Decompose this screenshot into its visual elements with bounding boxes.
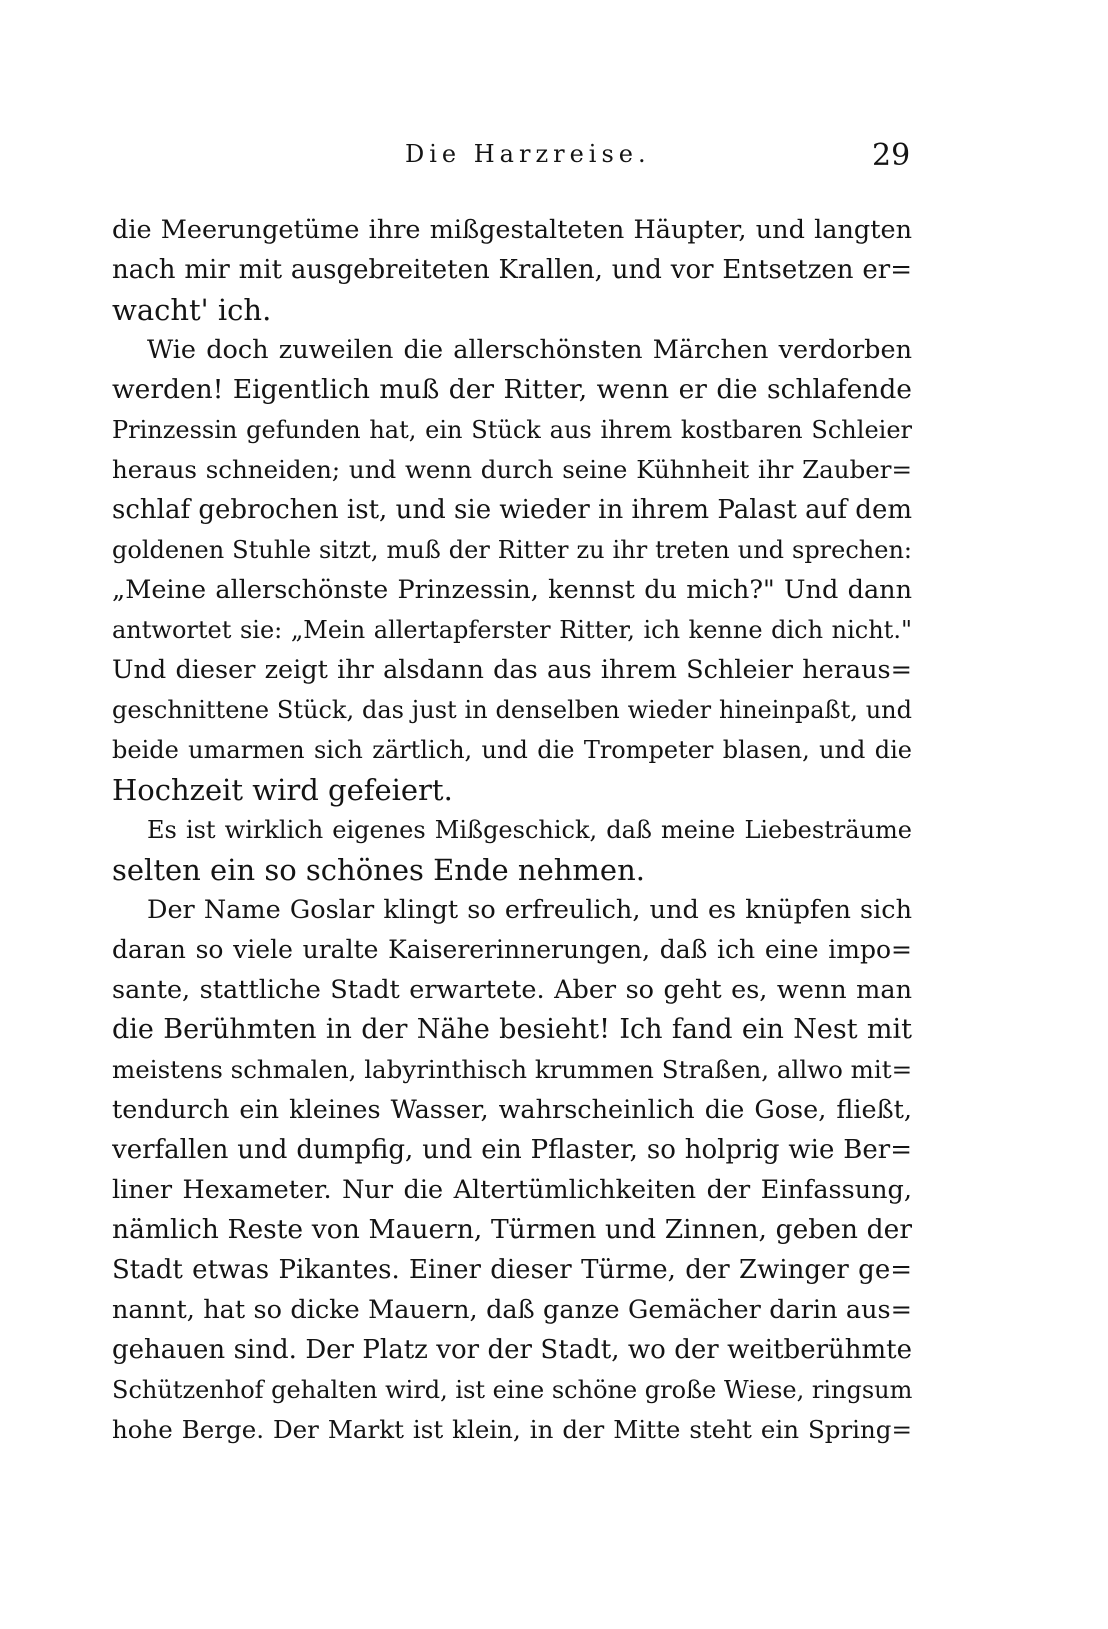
text-line: Hochzeit wird gefeiert. [112,773,453,807]
text-line: Und dieser zeigt ihr alsdann das aus ihrem Schleier heraus= [112,655,912,685]
text-line: Prinzessin gefunden hat, ein Stück aus ihrem kostbaren Schleier [112,416,912,444]
text-line: nannt, hat so dicke Mauern, daß ganze Gemächer darin aus= [112,1295,912,1325]
text-line: liner Hexameter. Nur die Altertümlichkeiten der Einfassung, [112,1175,912,1205]
text-line: Es ist wirklich eigenes Mißgeschick, daß meine Liebesträume [147,816,912,844]
text-line: Der Name Goslar klingt so erfreulich, und es knüpfen sich [147,895,912,925]
text-line: meistens schmalen, labyrinthisch krummen Straßen, allwo mit= [112,1055,912,1084]
text-line: wacht' ich. [112,293,272,327]
text-line: goldenen Stuhle sitzt, muß der Ritter zu ihr treten und sprechen: [112,536,912,564]
text-line: verfallen und dumpfig, und ein Pflaster, so holprig wie Ber= [112,1135,912,1165]
text-line: gehauen sind. Der Platz vor der Stadt, wo der weitberühmte [112,1335,912,1365]
text-line: heraus schneiden; und wenn durch seine Kühnheit ihr Zauber= [112,455,912,484]
text-line: nach mir mit ausgebreiteten Krallen, und vor Entsetzen er= [112,255,912,285]
text-line: beide umarmen sich zärtlich, und die Trompeter blasen, und die [112,736,912,764]
text-line: werden! Eigentlich muß der Ritter, wenn er die schlafende [112,374,912,405]
text-line: „Meine allerschönste Prinzessin, kennst du mich?" Und dann [112,575,912,605]
text-line: geschnittene Stück, das just in denselben wieder hineinpaßt, und [112,696,912,724]
running-title: Die Harzreise. [405,140,651,168]
text-line: tendurch ein kleines Wasser, wahrscheinlich die Gose, fließt, [112,1095,912,1125]
text-line: nämlich Reste von Mauern, Türmen und Zinnen, geben der [112,1214,912,1245]
text-line: Wie doch zuweilen die allerschönsten Märchen verdorben [147,335,912,365]
text-line: antwortet sie: „Mein allertapferster Ritter, ich kenne dich nicht." [112,616,912,644]
text-line: die Berühmten in der Nähe besieht! Ich fand ein Nest mit [112,1014,912,1045]
text-line: Stadt etwas Pikantes. Einer dieser Türme, der Zwinger ge= [112,1255,912,1285]
page-number: 29 [872,138,911,173]
text-line: Schützenhof gehalten wird, ist eine schöne große Wiese, ringsum [112,1376,912,1404]
text-line: sante, stattliche Stadt erwartete. Aber so geht es, wenn man [112,975,912,1005]
text-line: selten ein so schönes Ende nehmen. [112,853,645,887]
text-line: daran so viele uralte Kaisererinnerungen, daß ich eine impo= [112,935,912,964]
text-line: die Meerungetüme ihre mißgestalteten Häupter, und langten [112,215,912,245]
text-line: schlaf gebrochen ist, und sie wieder in ihrem Palast auf dem [112,495,912,525]
text-line: hohe Berge. Der Markt ist klein, in der Mitte steht ein Spring= [112,1415,912,1444]
